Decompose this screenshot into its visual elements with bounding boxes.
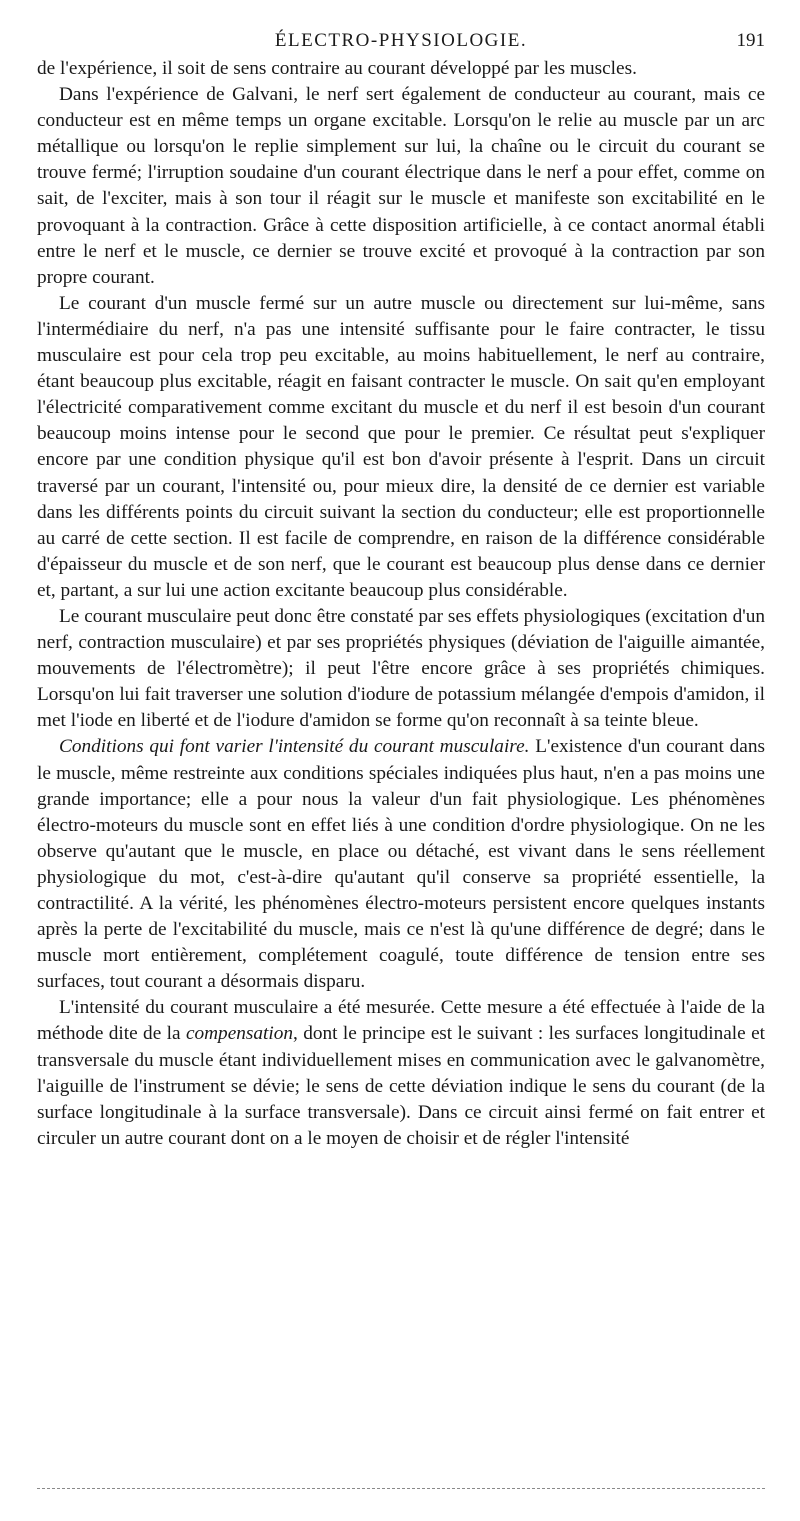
- book-page: [37, 30, 765, 1152]
- paragraph-text-before: L'intensité du courant musculaire a été mesurée. Cette mesure a été effectuée à l'aide de la méthode dite de la: [37, 997, 765, 1045]
- paragraph-text: Dans l'expérience de Galvani, le nerf sert également de conducteur au courant, mais ce conducteur est en même temps un organe excitable. Lorsqu'on le relie au muscle par un arc métallique ou lorsqu'on le replie simplement sur lui, la chaîne ou le circuit du courant se trouve fermé; l'irruption soudaine d'un courant électrique dans le nerf a pour effet, comme on sait, de l'exciter, mais à son tour il réagit sur le muscle et manifeste son excitabilité en le provoquant à la contraction. Grâce à cette disposition artificielle, à ce contact anormal établi entre le nerf et le muscle, ce dernier se trouve excité et provoqué à la contraction par son propre courant.: [37, 84, 765, 288]
- paragraph-text: Le courant d'un muscle fermé sur un autre muscle ou directement sur lui-même, sans l'intermédiaire du nerf, n'a pas une intensité suffisante pour le faire contracter, le tissu musculaire est pour cela trop peu excitable, au moins habituellement, le nerf au contraire, étant beaucoup plus excitable, réagit en faisant contracter le muscle. On sait qu'en employant l'électricité comparativement comme excitant du muscle et du nerf il est besoin d'un courant beaucoup moins intense pour le second que pour le premier. Ce résultat peut s'expliquer encore par une condition physique qu'il est bon d'avoir présente à l'esprit. Dans un circuit traversé par un courant, l'intensité ou, pour mieux dire, la densité de ce dernier est variable dans les différents points du circuit suivant la section du conducteur; elle est proportionnelle au carré de cette section. Il est facile de comprendre, en raison de la différence considérable d'épaisseur du muscle et de son nerf, que le courant est beaucoup plus dense dans ce dernier et, partant, a sur lui une action excitante beaucoup plus considérable.: [37, 292, 765, 601]
- page-number: 191: [736, 30, 765, 51]
- section-heading: Conditions qui font varier l'intensité du courant musculaire.: [59, 736, 530, 758]
- paragraph-galvani-experiment: [37, 82, 765, 291]
- paragraph-muscle-current: [37, 291, 765, 604]
- paragraph-text: Le courant musculaire peut donc être constaté par ses effets physiologiques (excitation d'un nerf, contraction musculaire) et par ses propriétés physiques (déviation de l'aiguille aimantée, mouvements de l'électromètre); il peut l'être encore grâce à ses propriétés chimiques. Lorsqu'on lui fait traverser une solution d'iodure de potassium mélangée d'empois d'amidon, il met l'iode en liberté et de l'iodure d'amidon se forme qu'on reconnaît à sa teinte bleue.: [37, 605, 765, 732]
- paragraph-current-effects: [37, 604, 765, 734]
- running-title: ÉLECTRO-PHYSIOLOGIE.: [274, 30, 528, 51]
- paragraph-continuation: [37, 56, 765, 82]
- footer-rule: [37, 1488, 765, 1489]
- paragraph-text-after: , dont le principe est le suivant : les surfaces longitudinale et transversale du muscle étant individuellement mises en communication avec le galvanomètre, l'aiguille de l'instrument se dévie; le sens de cette déviation indique le sens du courant (de la surface longitudinale à la surface transversale). Dans ce circuit ainsi fermé on fait entrer et circuler un autre courant dont on a le moyen de choisir et de régler l'intensité: [37, 1023, 766, 1149]
- paragraph-text: L'existence d'un courant dans le muscle, même restreinte aux conditions spéciales indiquées plus haut, n'en a pas moins une grande importance; elle a pour nous la valeur d'un fait physiologique. Les phénomènes électro-moteurs du muscle sont en effet liés à une condition d'ordre physiologique. On ne les observe qu'autant que le muscle, en place ou détaché, est vivant dans le sens réellement physiologique du mot, c'est-à-dire qu'autant qu'il conserve sa propriété essentielle, la contractilité. A la vérité, les phénomènes électro-moteurs persistent encore quelques instants après la perte de l'excitabilité du muscle, mais ce n'est là qu'une différence de degré; dans le muscle mort entièrement, complétement coagulé, toute différence de tension entre ses surfaces, tout courant a désormais disparu.: [37, 736, 765, 993]
- running-head: [37, 30, 765, 56]
- emphasized-term: compensation: [185, 1023, 294, 1045]
- paragraph-intensity-conditions: [37, 734, 765, 995]
- paragraph-text: de l'expérience, il soit de sens contraire au courant développé par les muscles.: [37, 58, 637, 79]
- body-text: [37, 56, 765, 1152]
- paragraph-compensation-method: [37, 995, 765, 1152]
